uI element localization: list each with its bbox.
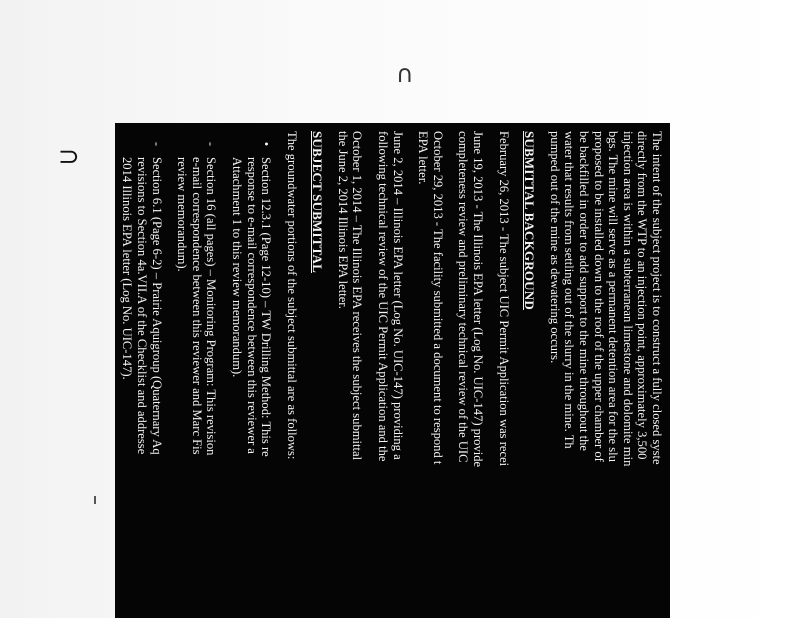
background-line: the June 2, 2014 Illinois EPA letter. (335, 131, 350, 309)
section-heading-background: SUBMITTAL BACKGROUND (522, 131, 538, 310)
background-line: EPA letter. (416, 131, 431, 185)
section-heading-subject: SUBJECT SUBMITTAL (310, 131, 326, 273)
background-paragraph (456, 131, 485, 618)
list-item-line: Section 6.1 (Page 6-2) – Prairie Aquigroup (Quaternary Aq (149, 157, 164, 455)
subject-intro: The groundwater portions of the subject submittal are as follows: (284, 131, 299, 460)
rotated-text-block (115, 123, 670, 618)
list-item-line: Attachment 1 to this review memorandum). (229, 157, 244, 378)
background-paragraph (496, 131, 511, 618)
background-line: February 26, 2013 - The subject UIC Permit Application was recei (496, 131, 511, 467)
list-item-line: 2014 Illinois EPA letter (Log No. UIC-147). (120, 157, 135, 380)
background-line: October 29, 2013 - The facility submitted a document to respond t (430, 131, 445, 465)
scan-artifact-tick (94, 496, 96, 504)
intro-line: proposed to be installed down to the roof of the upper chamber of (591, 131, 606, 462)
intro-line: be backfilled in order to add support to the mine throughout the (577, 131, 592, 452)
intro-line: The intent of the subject project is to construct a fully closed syste (650, 131, 664, 465)
list-item-line: Section 12.3.1 (Page 12-10) – TW Drilling Method: This re (259, 157, 274, 457)
background-paragraph (335, 131, 364, 618)
intro-line: pumped out of the mine as dewatering occurs. (547, 131, 562, 364)
intro-line: directly from the WTP to an injection point, approximately 3,500 (635, 131, 650, 460)
intro-paragraph (547, 131, 664, 618)
intro-line: bgs. The mine will serve as a permanent detention area for the slu (606, 131, 621, 462)
list-item-line: response to e-mail correspondence between this reviewer a (244, 157, 259, 454)
scanned-document-page (115, 123, 670, 618)
bullet-mark: - (204, 141, 219, 147)
background-line: completeness review and preliminary technical review of the UIC (456, 131, 471, 463)
scan-artifact-mark: ∩ (396, 60, 414, 88)
background-line: following technical review of the UIC Permit Application and the (376, 131, 391, 462)
background-line: June 19, 2013 - The Illinois EPA letter (Log No. UIC-147) provide (471, 131, 486, 468)
background-paragraph (416, 131, 445, 618)
list-item-line: Section 16 (all pages) – Monitoring Program: This revision (204, 157, 219, 456)
bullet-mark: - (149, 141, 164, 147)
intro-line: water that results from settling out of the slurry in the mine. Th (562, 131, 577, 449)
list-item (175, 131, 219, 618)
scan-artifact-mark: ⊃ (58, 142, 80, 172)
intro-line: injection area is within a subterranean limestone and dolomite min (620, 131, 635, 467)
list-item (229, 131, 273, 618)
background-line: June 2, 2014 – Illinois EPA letter (Log No. UIC-147) providing a (390, 131, 405, 460)
list-item (120, 131, 164, 618)
list-item-line: review memorandum). (175, 157, 190, 272)
background-line: October 1, 2014 – The Illinois EPA receives the subject submittal (350, 131, 365, 461)
bullet-mark: • (259, 141, 274, 147)
background-paragraph (376, 131, 405, 618)
list-item-line: revisions to Section 4a.VII.A of the Checklist and addresse (134, 157, 149, 455)
list-item-line: e-mail correspondence between this reviewer and Marc Fis (189, 157, 204, 455)
